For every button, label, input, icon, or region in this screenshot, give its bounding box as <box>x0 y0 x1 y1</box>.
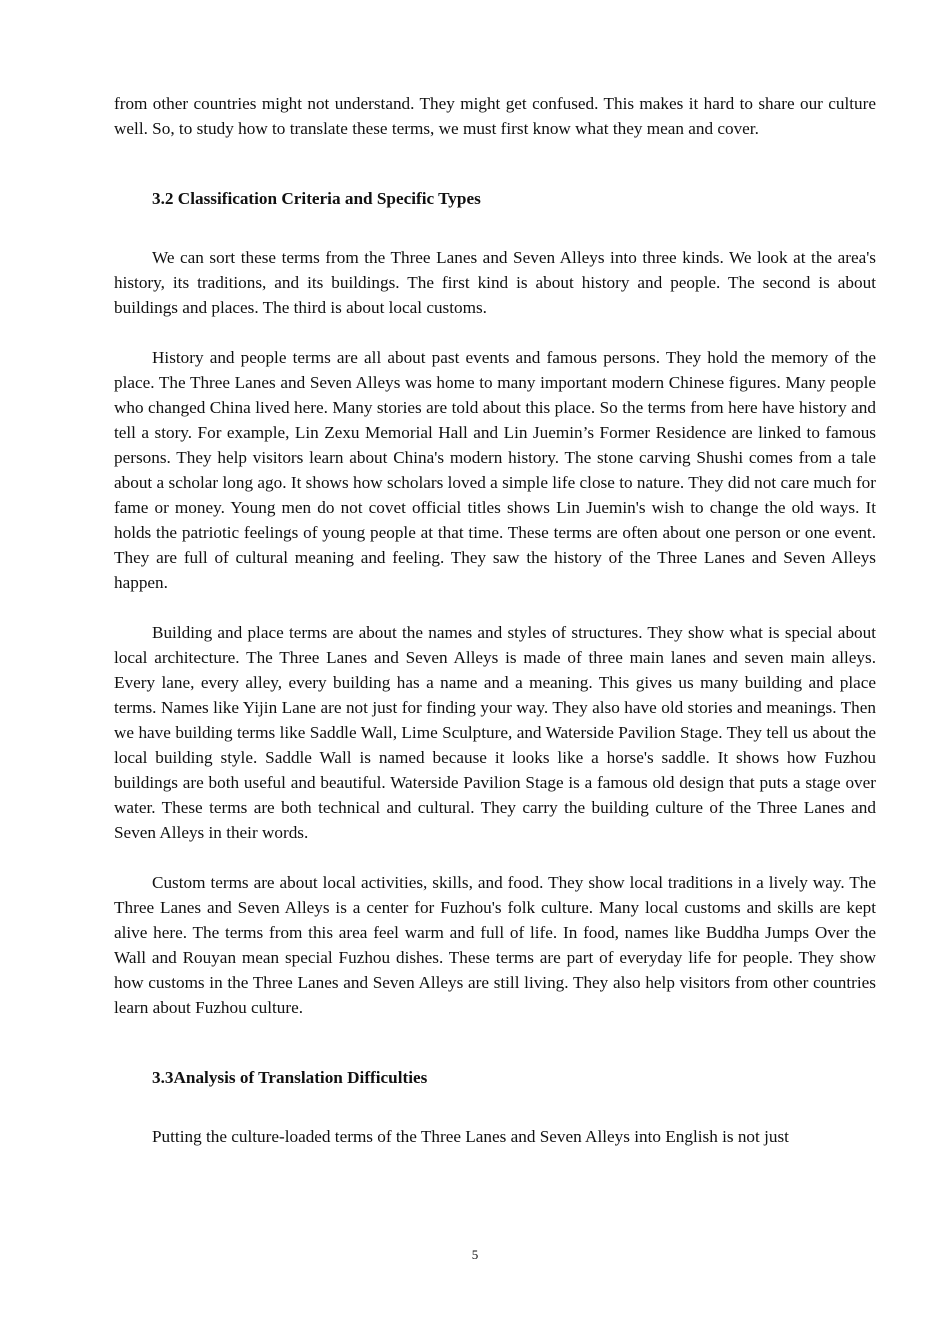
paragraph-history-terms: History and people terms are all about past events and famous persons. They hold the memory of the place. The Three Lanes and Seven Alleys was home to many important modern Chinese figures. Many people who changed China lived here. Many stories are told about this place. So the terms from here have history and tell a story. For example, Lin Zexu Memorial Hall and Lin Juemin’s Former Residence are linked to famous persons. They help visitors learn about China's modern history. The stone carving Shushi comes from a tale about a scholar long ago. It shows how scholars loved a simple life close to nature. They did not care much for fame or money. Young men do not covet official titles shows Lin Juemin's wish to change the old ways. It holds the patriotic feelings of young people at that time. These terms are often about one person or one event. They are full of cultural meaning and feeling. They saw the history of the Three Lanes and Seven Alleys happen. <box>114 348 876 592</box>
paragraph-continuation: from other countries might not understand. They might get confused. This makes it hard to share our culture well. So, to study how to translate these terms, we must first know what they mean and cover. <box>114 94 876 138</box>
paragraph-custom-terms: Custom terms are about local activities, skills, and food. They show local traditions in a lively way. The Three Lanes and Seven Alleys is a center for Fuzhou's folk culture. Many local customs and skills are kept alive here. The terms from this area feel warm and full of life. In food, names like Buddha Jumps Over the Wall and Rouyan mean special Fuzhou dishes. These terms are part of everyday life for people. They show how customs in the Three Lanes and Seven Alleys are still living. They also help visitors from other countries learn about Fuzhou culture. <box>114 873 876 1017</box>
spacer <box>114 595 876 620</box>
spacer <box>114 845 876 870</box>
paragraph-building-terms: Building and place terms are about the names and styles of structures. They show what is special about local architecture. The Three Lanes and Seven Alleys is made of three main lanes and seven main alleys. Every lane, every alley, every building has a name and a meaning. This gives us many building and place terms. Names like Yijin Lane are not just for finding your way. They also have old stories and meanings. Then we have building terms like Saddle Wall, Lime Sculpture, and Waterside Pavilion Stage. They tell us about the local building style. Saddle Wall is named because it looks like a horse's saddle. It shows how Fuzhou buildings are both useful and beautiful. Waterside Pavilion Stage is a famous old design that puts a stage over water. These terms are both technical and cultural. They carry the building culture of the Three Lanes and Seven Alleys in their words. <box>114 623 876 842</box>
section-heading-3-2: 3.2 Classification Criteria and Specific Types <box>152 189 481 208</box>
spacer <box>114 211 876 245</box>
section-heading-3-3: 3.3Analysis of Translation Difficulties <box>152 1068 428 1087</box>
spacer <box>114 1090 876 1124</box>
paragraph-classification-intro: We can sort these terms from the Three Lanes and Seven Alleys into three kinds. We look at the area's history, its traditions, and its buildings. The first kind is about history and people. The second is about buildings and places. The third is about local customs. <box>114 248 876 317</box>
paragraph-translation-difficulties: Putting the culture-loaded terms of the Three Lanes and Seven Alleys into English is not just <box>152 1127 789 1146</box>
document-page <box>114 91 876 1149</box>
page-number: 5 <box>471 1247 479 1262</box>
spacer <box>114 320 876 345</box>
spacer <box>114 141 876 186</box>
spacer <box>114 1020 876 1065</box>
